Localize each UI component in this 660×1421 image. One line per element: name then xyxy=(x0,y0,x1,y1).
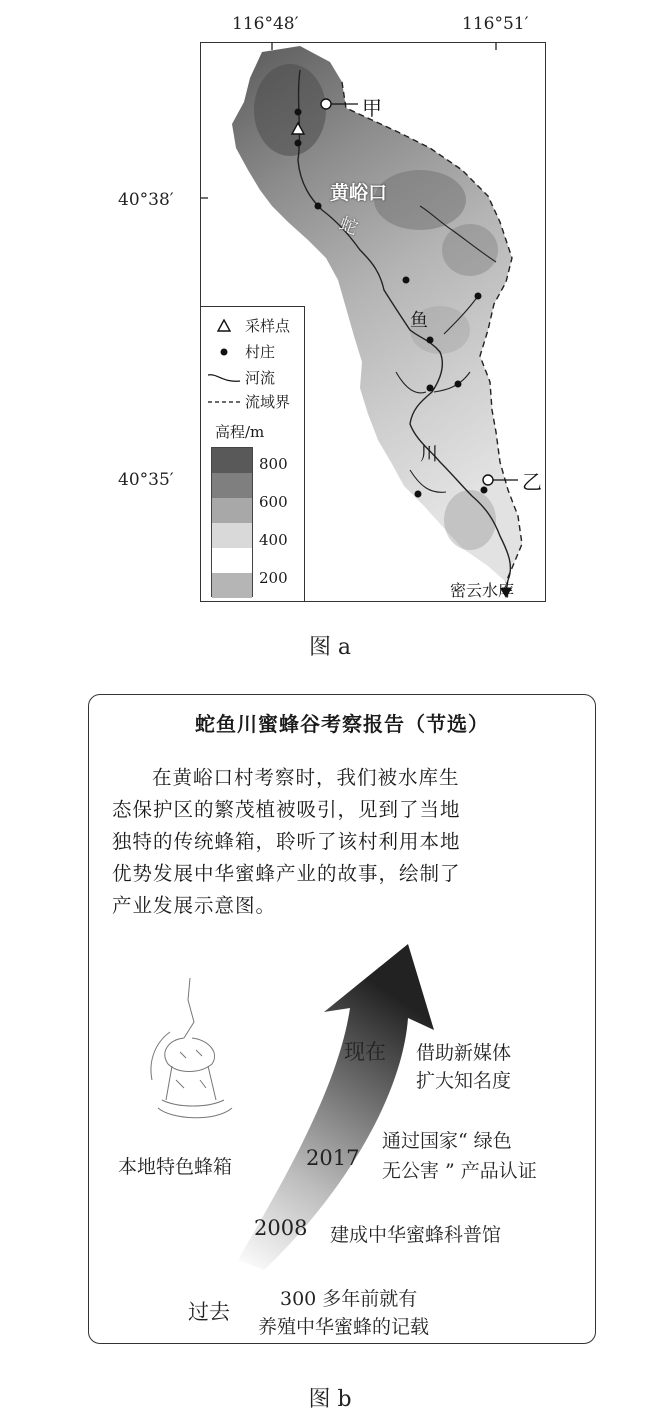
village-marker xyxy=(455,381,462,388)
timeline-period: 现在 xyxy=(344,1040,386,1064)
report-paragraph xyxy=(112,762,572,922)
elevation-title: 高程/m xyxy=(215,423,265,441)
point-yi-marker xyxy=(483,475,493,485)
timeline-desc: 通过国家“ 绿色 xyxy=(382,1130,512,1152)
legend-label: 河流 xyxy=(245,369,276,387)
village-marker xyxy=(295,140,302,147)
label-river-char-1: 蛇 xyxy=(336,213,361,240)
elevation-band xyxy=(212,473,252,498)
timeline-desc: 养殖中华蜜蜂的记载 xyxy=(258,1316,430,1338)
dot-icon xyxy=(207,347,241,357)
village-marker xyxy=(315,203,322,210)
village-marker xyxy=(427,337,434,344)
legend-item-boundary xyxy=(207,391,290,412)
elevation-band xyxy=(212,548,252,573)
ridge-shade xyxy=(254,64,326,156)
legend-label: 采样点 xyxy=(245,317,291,335)
latitude-label-south: 40°35′ xyxy=(118,470,174,490)
legend-item-village xyxy=(207,341,275,362)
timeline-graphic xyxy=(88,930,596,1340)
paragraph-line: 产业发展示意图。 xyxy=(112,894,277,917)
label-yi: 乙 xyxy=(522,470,542,494)
village-marker xyxy=(427,385,434,392)
paragraph-line: 态保护区的繁茂植被吸引，见到了当地 xyxy=(112,798,461,821)
beehive-label: 本地特色蜂箱 xyxy=(118,1156,233,1178)
latitude-label-north: 40°38′ xyxy=(118,190,174,210)
paragraph-line: 在黄峪口村考察时，我们被水库生 xyxy=(152,766,460,789)
paragraph-line: 独特的传统蜂箱，聆听了该村利用本地 xyxy=(112,830,461,853)
elevation-band xyxy=(212,448,252,473)
timeline-desc: 借助新媒体 xyxy=(416,1042,512,1064)
timeline-period: 过去 xyxy=(188,1300,230,1324)
village-marker xyxy=(415,491,422,498)
ridge-shade xyxy=(374,170,466,230)
elevation-tick: 200 xyxy=(259,569,288,587)
point-jia-marker xyxy=(321,99,331,109)
timeline-desc: 建成中华蜜蜂科普馆 xyxy=(330,1224,502,1246)
elevation-scale xyxy=(211,447,253,597)
label-river-char-3: 川 xyxy=(420,444,438,465)
label-reservoir: 密云水库 xyxy=(450,581,515,600)
beehive-sketch xyxy=(151,978,232,1118)
longitude-label-west: 116°48′ xyxy=(232,14,299,34)
longitude-label-east: 116°51′ xyxy=(462,14,529,34)
elevation-band xyxy=(212,573,252,598)
elevation-tick: 600 xyxy=(259,493,288,511)
ridge-shade xyxy=(442,224,498,276)
timeline-desc: 300 多年前就有 xyxy=(280,1288,418,1310)
figure-a-caption: 图 a xyxy=(308,635,352,660)
map-legend xyxy=(201,306,305,601)
village-marker xyxy=(481,487,488,494)
elevation-band xyxy=(212,523,252,548)
figure-b-caption: 图 b xyxy=(308,1387,352,1412)
report-title: 蛇鱼川蜜蜂谷考察报告（节选） xyxy=(195,712,489,736)
village-marker xyxy=(475,293,482,300)
dashed-line-icon xyxy=(207,398,241,406)
triangle-icon xyxy=(207,319,241,332)
label-jia: 甲 xyxy=(362,96,382,120)
timeline-period: 2008 xyxy=(254,1216,308,1240)
label-river-char-2: 鱼 xyxy=(410,310,428,331)
village-marker xyxy=(295,109,302,116)
legend-label: 村庄 xyxy=(245,343,276,361)
legend-label: 流域界 xyxy=(245,393,291,411)
timeline-period: 2017 xyxy=(306,1146,360,1170)
elevation-band xyxy=(212,498,252,523)
ridge-shade xyxy=(444,490,496,550)
basin-map xyxy=(0,0,660,640)
label-huangyukou: 黄峪口 xyxy=(330,182,388,204)
elevation-tick: 400 xyxy=(259,531,288,549)
timeline-desc: 无公害 ” 产品认证 xyxy=(382,1160,537,1182)
timeline-desc: 扩大知名度 xyxy=(416,1070,512,1092)
paragraph-line: 优势发展中华蜜蜂产业的故事，绘制了 xyxy=(112,862,461,885)
village-marker xyxy=(403,277,410,284)
legend-item-sample-point xyxy=(207,315,290,336)
river-line-icon xyxy=(207,371,241,385)
elevation-tick: 800 xyxy=(259,455,288,473)
legend-item-river xyxy=(207,367,275,388)
